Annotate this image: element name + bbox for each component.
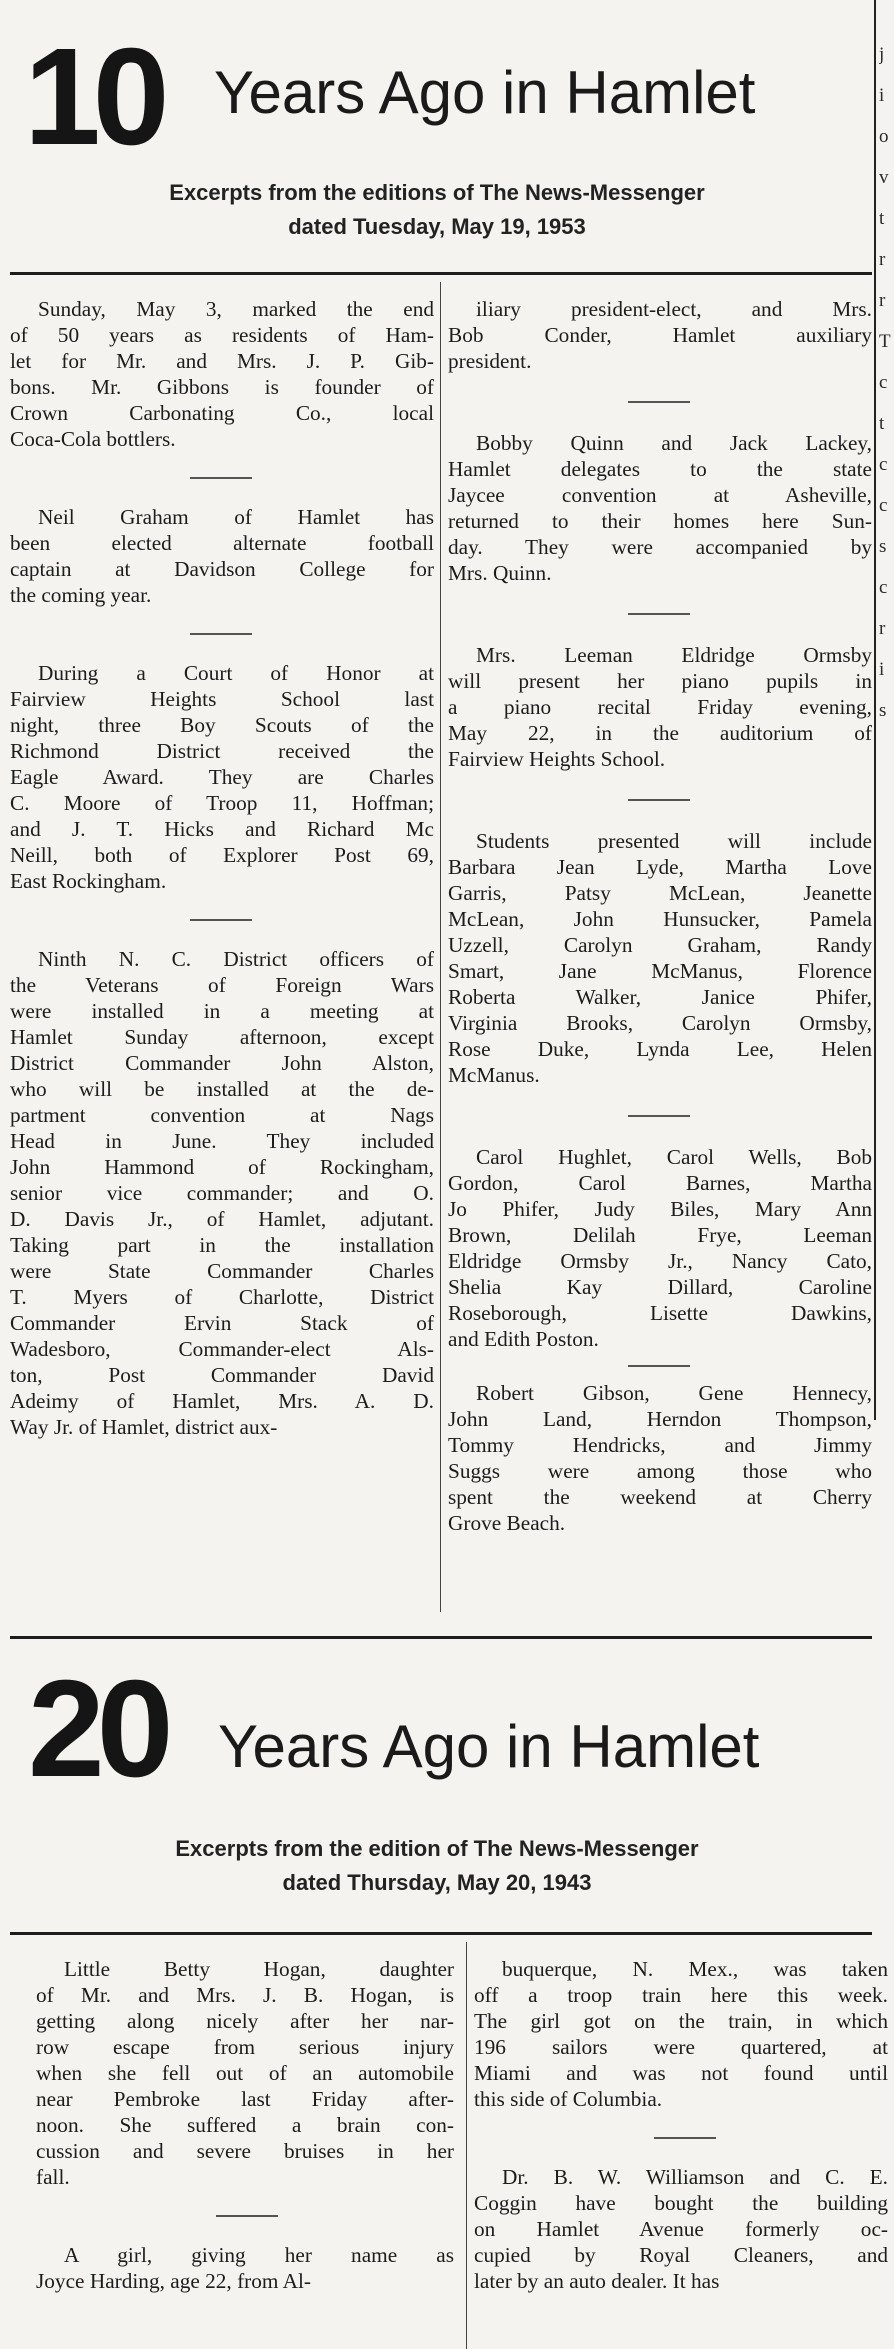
separator-rule bbox=[216, 2215, 278, 2217]
separator-rule bbox=[628, 401, 690, 403]
section-10-left-column bbox=[10, 296, 434, 1440]
text-line: McLean, John Hunsucker, Pamela bbox=[448, 907, 872, 931]
edge-fragment-char: r bbox=[879, 249, 886, 270]
text-line: buquerque, N. Mex., was taken bbox=[502, 1957, 888, 1981]
section-divider-rule bbox=[10, 1636, 872, 1639]
text-line: spent the weekend at Cherry bbox=[448, 1485, 872, 1509]
text-line: Grove Beach. bbox=[448, 1511, 566, 1535]
text-line: let for Mr. and Mrs. J. P. Gib- bbox=[10, 349, 434, 373]
article-paragraph bbox=[10, 504, 434, 608]
column-divider bbox=[466, 1942, 467, 2349]
text-line: Head in June. They included bbox=[10, 1129, 434, 1153]
edge-fragment-char: j bbox=[879, 44, 885, 65]
separator-rule bbox=[628, 799, 690, 801]
separator-rule bbox=[628, 1365, 690, 1367]
text-line: returned to their homes here Sun- bbox=[448, 509, 872, 533]
section-20-years-ago bbox=[0, 1650, 874, 1930]
edge-fragment-char: c bbox=[879, 577, 888, 598]
text-line: Carol Hughlet, Carol Wells, Bob bbox=[476, 1145, 872, 1169]
excerpt-heading bbox=[0, 176, 874, 244]
text-line: captain at Davidson College for bbox=[10, 557, 434, 581]
text-line: Bobby Quinn and Jack Lackey, bbox=[476, 431, 872, 455]
section-20-rule bbox=[10, 1932, 872, 1935]
text-line: Virginia Brooks, Carolyn Ormsby, bbox=[448, 1011, 872, 1035]
edge-fragment-char: T bbox=[879, 331, 891, 352]
text-line: Robert Gibson, Gene Hennecy, bbox=[476, 1381, 872, 1405]
excerpt-heading bbox=[0, 1832, 874, 1900]
text-line: Joyce Harding, age 22, from Al- bbox=[36, 2269, 312, 2293]
separator-rule bbox=[628, 1115, 690, 1117]
text-line: Adeimy of Hamlet, Mrs. A. D. bbox=[10, 1389, 434, 1413]
text-line: this side of Columbia. bbox=[474, 2087, 663, 2111]
excerpt-line-1: Excerpts from the edition of The News-Messenger bbox=[175, 1836, 699, 1861]
text-line: Jo Phifer, Judy Biles, Mary Ann bbox=[448, 1197, 872, 1221]
paragraph-separator bbox=[448, 374, 872, 430]
text-line: when she fell out of an automobile bbox=[36, 2061, 454, 2085]
text-line: Eagle Award. They are Charles bbox=[10, 765, 434, 789]
text-line: were installed in a meeting at bbox=[10, 999, 434, 1023]
text-line: president. bbox=[448, 349, 532, 373]
section-10-right-column bbox=[448, 296, 872, 1536]
text-line: ton, Post Commander David bbox=[10, 1363, 434, 1387]
text-line: Dr. B. W. Williamson and C. E. bbox=[502, 2165, 888, 2189]
text-line: noon. She suffered a brain con- bbox=[36, 2113, 454, 2137]
column-divider bbox=[440, 282, 441, 1612]
text-line: Suggs were among those who bbox=[448, 1459, 872, 1483]
article-paragraph bbox=[10, 296, 434, 452]
section-title: Years Ago in Hamlet bbox=[218, 1713, 760, 1780]
adjacent-column-fragment bbox=[879, 0, 894, 1420]
text-line: bons. Mr. Gibbons is founder of bbox=[10, 375, 434, 399]
edge-fragment-char: r bbox=[879, 290, 886, 311]
text-line: of 50 years as residents of Ham- bbox=[10, 323, 434, 347]
text-line: Fairview Heights School last bbox=[10, 687, 434, 711]
article-paragraph bbox=[448, 642, 872, 772]
text-line: May 22, in the auditorium of bbox=[448, 721, 872, 745]
article-paragraph bbox=[474, 1956, 888, 2112]
text-line: Ninth N. C. District officers of bbox=[38, 947, 434, 971]
text-line: Neill, both of Explorer Post 69, bbox=[10, 843, 434, 867]
text-line: Miami and was not found until bbox=[474, 2061, 888, 2085]
separator-rule bbox=[190, 633, 252, 635]
text-line: Tommy Hendricks, and Jimmy bbox=[448, 1433, 872, 1457]
edge-fragment-char: i bbox=[879, 85, 885, 106]
text-line: John Land, Herndon Thompson, bbox=[448, 1407, 872, 1431]
text-line: off a troop train here this week. bbox=[474, 1983, 888, 2007]
section-20-left-column bbox=[36, 1956, 454, 2294]
text-line: Hamlet Sunday afternoon, except bbox=[10, 1025, 434, 1049]
paragraph-separator bbox=[10, 608, 434, 660]
text-line: later by an auto dealer. It has bbox=[474, 2269, 720, 2293]
text-line: Bob Conder, Hamlet auxiliary bbox=[448, 323, 872, 347]
text-line: Mrs. Leeman Eldridge Ormsby bbox=[476, 643, 872, 667]
section-number: 20 bbox=[28, 1652, 166, 1806]
separator-rule bbox=[190, 477, 252, 479]
text-line: row escape from serious injury bbox=[36, 2035, 454, 2059]
paragraph-separator bbox=[448, 1352, 872, 1380]
text-line: Crown Carbonating Co., local bbox=[10, 401, 434, 425]
text-line: Rose Duke, Lynda Lee, Helen bbox=[448, 1037, 872, 1061]
article-paragraph bbox=[448, 1144, 872, 1352]
text-line: were State Commander Charles bbox=[10, 1259, 434, 1283]
text-line: Gordon, Carol Barnes, Martha bbox=[448, 1171, 872, 1195]
excerpt-line-2: dated Tuesday, May 19, 1953 bbox=[288, 214, 586, 239]
article-paragraph bbox=[36, 2242, 454, 2294]
text-line: Little Betty Hogan, daughter bbox=[64, 1957, 454, 1981]
text-line: the Veterans of Foreign Wars bbox=[10, 973, 434, 997]
text-line: getting along nicely after her nar- bbox=[36, 2009, 454, 2033]
text-line: and Edith Poston. bbox=[448, 1327, 599, 1351]
edge-fragment-char: r bbox=[879, 618, 886, 639]
edge-fragment-char: t bbox=[879, 208, 885, 229]
text-line: Smart, Jane McManus, Florence bbox=[448, 959, 872, 983]
edge-fragment-char: s bbox=[879, 536, 887, 557]
text-line: Uzzell, Carolyn Graham, Randy bbox=[448, 933, 872, 957]
text-line: Way Jr. of Hamlet, district aux- bbox=[10, 1415, 278, 1439]
paragraph-separator bbox=[10, 894, 434, 946]
text-line: C. Moore of Troop 11, Hoffman; bbox=[10, 791, 434, 815]
text-line: Barbara Jean Lyde, Martha Love bbox=[448, 855, 872, 879]
article-paragraph bbox=[10, 660, 434, 894]
text-line: Eldridge Ormsby Jr., Nancy Cato, bbox=[448, 1249, 872, 1273]
text-line: Richmond District received the bbox=[10, 739, 434, 763]
article-paragraph bbox=[10, 946, 434, 1440]
text-line: Brown, Delilah Frye, Leeman bbox=[448, 1223, 872, 1247]
article-paragraph bbox=[448, 828, 872, 1088]
text-line: Jaycee convention at Asheville, bbox=[448, 483, 872, 507]
paragraph-separator bbox=[474, 2112, 888, 2164]
article-paragraph bbox=[448, 430, 872, 586]
text-line: Hamlet delegates to the state bbox=[448, 457, 872, 481]
edge-fragment-char: c bbox=[879, 454, 888, 475]
text-line: Coca-Cola bottlers. bbox=[10, 427, 176, 451]
text-line: McManus. bbox=[448, 1063, 540, 1087]
text-line: been elected alternate football bbox=[10, 531, 434, 555]
text-line: A girl, giving her name as bbox=[64, 2243, 454, 2267]
text-line: Neil Graham of Hamlet has bbox=[38, 505, 434, 529]
text-line: 196 sailors were quartered, at bbox=[474, 2035, 888, 2059]
text-line: will present her piano pupils in bbox=[448, 669, 872, 693]
edge-fragment-char: o bbox=[879, 126, 889, 147]
article-paragraph bbox=[474, 2164, 888, 2294]
paragraph-separator bbox=[448, 1088, 872, 1144]
text-line: and J. T. Hicks and Richard Mc bbox=[10, 817, 434, 841]
text-line: District Commander John Alston, bbox=[10, 1051, 434, 1075]
text-line: Sunday, May 3, marked the end bbox=[38, 297, 434, 321]
section-title: Years Ago in Hamlet bbox=[214, 59, 756, 126]
paragraph-separator bbox=[448, 586, 872, 642]
text-line: partment convention at Nags bbox=[10, 1103, 434, 1127]
text-line: Shelia Kay Dillard, Caroline bbox=[448, 1275, 872, 1299]
text-line: on Hamlet Avenue formerly oc- bbox=[474, 2217, 888, 2241]
edge-fragment-char: t bbox=[879, 413, 885, 434]
text-line: Wadesboro, Commander-elect Als- bbox=[10, 1337, 434, 1361]
text-line: near Pembroke last Friday after- bbox=[36, 2087, 454, 2111]
edge-fragment-char: i bbox=[879, 659, 885, 680]
separator-rule bbox=[628, 613, 690, 615]
edge-fragment-char: c bbox=[879, 372, 888, 393]
separator-rule bbox=[190, 919, 252, 921]
text-line: During a Court of Honor at bbox=[38, 661, 434, 685]
text-line: Garris, Patsy McLean, Jeanette bbox=[448, 881, 872, 905]
text-line: night, three Boy Scouts of the bbox=[10, 713, 434, 737]
text-line: Fairview Heights School. bbox=[448, 747, 666, 771]
separator-rule bbox=[654, 2137, 716, 2139]
section-20-right-column bbox=[474, 1956, 888, 2294]
text-line: iliary president-elect, and Mrs. bbox=[476, 297, 872, 321]
edge-fragment-char: v bbox=[879, 167, 889, 188]
text-line: who will be installed at the de- bbox=[10, 1077, 434, 1101]
section-10-rule bbox=[10, 272, 872, 275]
text-line: Students presented will include bbox=[476, 829, 872, 853]
text-line: the coming year. bbox=[10, 583, 152, 607]
text-line: cussion and severe bruises in her bbox=[36, 2139, 454, 2163]
text-line: The girl got on the train, in which bbox=[474, 2009, 888, 2033]
text-line: Coggin have bought the building bbox=[474, 2191, 888, 2215]
paragraph-separator bbox=[448, 772, 872, 828]
text-line: D. Davis Jr., of Hamlet, adjutant. bbox=[10, 1207, 434, 1231]
text-line: Mrs. Quinn. bbox=[448, 561, 552, 585]
excerpt-line-2: dated Thursday, May 20, 1943 bbox=[282, 1870, 592, 1895]
section-number: 10 bbox=[24, 20, 162, 174]
edge-column-rule bbox=[874, 0, 876, 1420]
text-line: John Hammond of Rockingham, bbox=[10, 1155, 434, 1179]
text-line: fall. bbox=[36, 2165, 70, 2189]
text-line: Roberta Walker, Janice Phifer, bbox=[448, 985, 872, 1009]
article-paragraph bbox=[36, 1956, 454, 2190]
text-line: T. Myers of Charlotte, District bbox=[10, 1285, 434, 1309]
paragraph-separator bbox=[10, 452, 434, 504]
text-line: of Mr. and Mrs. J. B. Hogan, is bbox=[36, 1983, 454, 2007]
text-line: Commander Ervin Stack of bbox=[10, 1311, 434, 1335]
text-line: senior vice commander; and O. bbox=[10, 1181, 434, 1205]
excerpt-line-1: Excerpts from the editions of The News-Messenger bbox=[169, 180, 705, 205]
text-line: East Rockingham. bbox=[10, 869, 167, 893]
text-line: Taking part in the installation bbox=[10, 1233, 434, 1257]
text-line: cupied by Royal Cleaners, and bbox=[474, 2243, 888, 2267]
edge-fragment-char: s bbox=[879, 700, 887, 721]
paragraph-separator bbox=[36, 2190, 454, 2242]
edge-fragment-char: c bbox=[879, 495, 888, 516]
text-line: a piano recital Friday evening, bbox=[448, 695, 872, 719]
article-paragraph bbox=[448, 296, 872, 374]
text-line: Roseborough, Lisette Dawkins, bbox=[448, 1301, 872, 1325]
article-paragraph bbox=[448, 1380, 872, 1536]
text-line: day. They were accompanied by bbox=[448, 535, 872, 559]
